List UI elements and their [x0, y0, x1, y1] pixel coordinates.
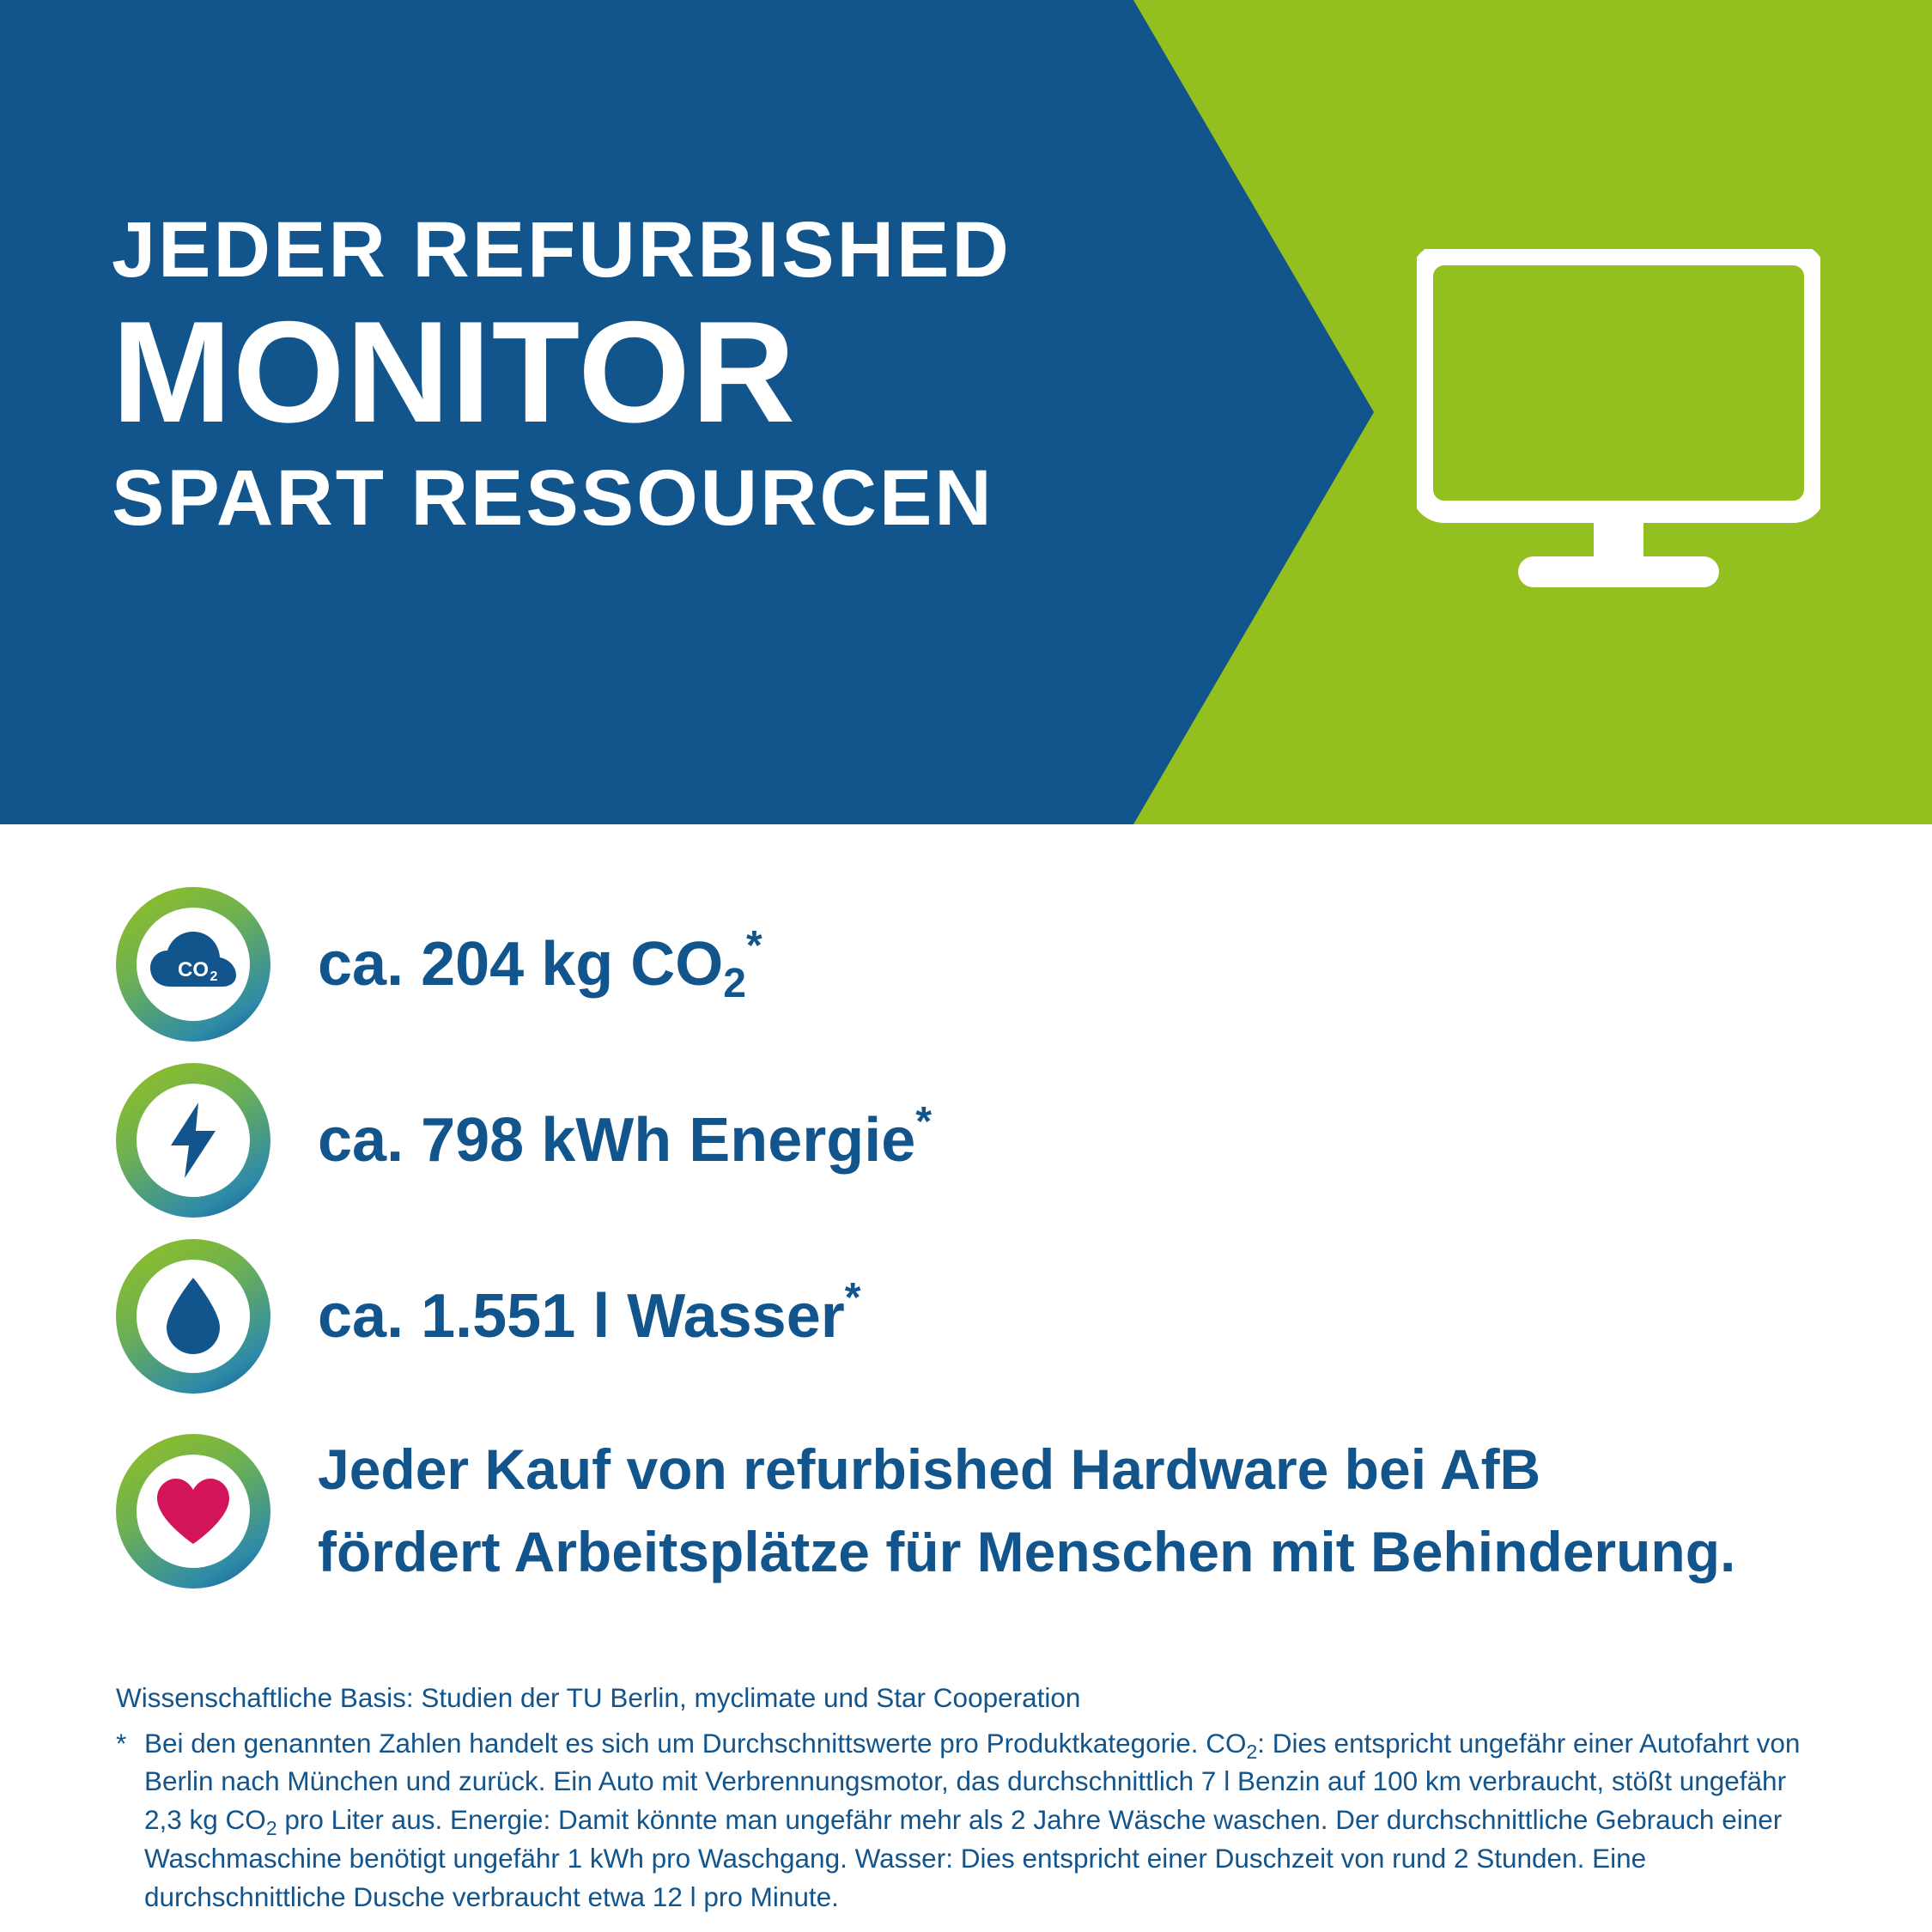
header-title-block — [112, 206, 1142, 543]
svg-text:CO: CO — [178, 957, 209, 981]
footnote-part-1: Bei den genannten Zahlen handelt es sich um Durchschnittswerte pro Produktkategorie. CO — [144, 1727, 1247, 1759]
stat-label-energy — [318, 1098, 932, 1176]
badge-inner — [137, 1455, 250, 1568]
closing-line-1: Jeder Kauf von refurbished Hardware bei AfB — [318, 1437, 1541, 1502]
stat-energy-prefix: ca. 798 kWh Energie — [318, 1105, 916, 1175]
stat-row-water — [0, 1228, 1932, 1404]
co2-cloud-icon — [149, 930, 238, 999]
header-line-3: SPART RESSOURCEN — [112, 454, 994, 543]
footnote-asterisk-row — [116, 1724, 1829, 1917]
badge-inner — [137, 1084, 250, 1197]
footnote-asterisk-mark: * — [116, 1727, 127, 1759]
stat-row-closing — [0, 1404, 1932, 1619]
badge-inner — [137, 908, 250, 1021]
monitor-icon — [1417, 249, 1820, 592]
stat-row-energy — [0, 1052, 1932, 1228]
stat-label-water — [318, 1274, 861, 1352]
stat-water-prefix: ca. 1.551 l Wasser — [318, 1281, 845, 1351]
footnotes — [116, 1679, 1829, 1916]
heart-icon — [155, 1477, 231, 1546]
footnote-part-3: pro Liter aus. Energie: Damit könnte man ungefähr mehr als 2 Jahre Wäsche waschen. Der durchschnittliche Gebrauch einer Waschmaschine benötigt ungefähr 1 kWh pro Waschgang. Wasser: Dies entspricht einer Duschzeit von rund 2 Stunden. Eine durchschnittliche Dusche verbraucht etwa 12 l pro Minute. — [144, 1804, 1783, 1912]
energy-bolt-icon — [169, 1103, 217, 1178]
stat-energy-sup: * — [915, 1098, 932, 1145]
stat-label-co2 — [318, 922, 762, 1006]
stat-co2-sub: 2 — [723, 960, 746, 1006]
badge-heart — [116, 1434, 270, 1589]
stats-list — [0, 876, 1932, 1619]
closing-line-2: fördert Arbeitsplätze für Menschen mit Behinderung. — [318, 1520, 1736, 1583]
footnote-asterisk-body — [144, 1724, 1829, 1917]
closing-statement — [318, 1429, 1735, 1593]
badge-co2 — [116, 887, 270, 1042]
stat-water-sup: * — [844, 1274, 861, 1321]
stat-co2-prefix: ca. 204 kg CO — [318, 929, 724, 999]
water-drop-icon — [165, 1278, 222, 1355]
header-line-1: JEDER REFURBISHED — [112, 206, 1012, 294]
footnote-basis: Wissenschaftliche Basis: Studien der TU Berlin, myclimate und Star Cooperation — [116, 1682, 1081, 1713]
footnote-sub-2: 2 — [265, 1817, 277, 1840]
svg-text:2: 2 — [210, 969, 218, 984]
badge-energy — [116, 1063, 270, 1218]
header-banner — [0, 0, 1932, 824]
stat-row-co2 — [0, 876, 1932, 1052]
header-line-2: MONITOR — [112, 291, 797, 453]
stat-co2-sup: * — [745, 922, 762, 969]
badge-water — [116, 1239, 270, 1394]
footnote-sub-1: 2 — [1246, 1740, 1258, 1763]
badge-inner — [137, 1260, 250, 1373]
footnote-part-2: : Dies entspricht ungefähr einer Autofahrt von Berlin nach München und zurück. Ein Auto mit Verbrennungsmotor, das durchschnittlich 7 l Benzin auf 100 km verbraucht, stößt ungefähr 2,3 kg CO — [144, 1727, 1801, 1836]
